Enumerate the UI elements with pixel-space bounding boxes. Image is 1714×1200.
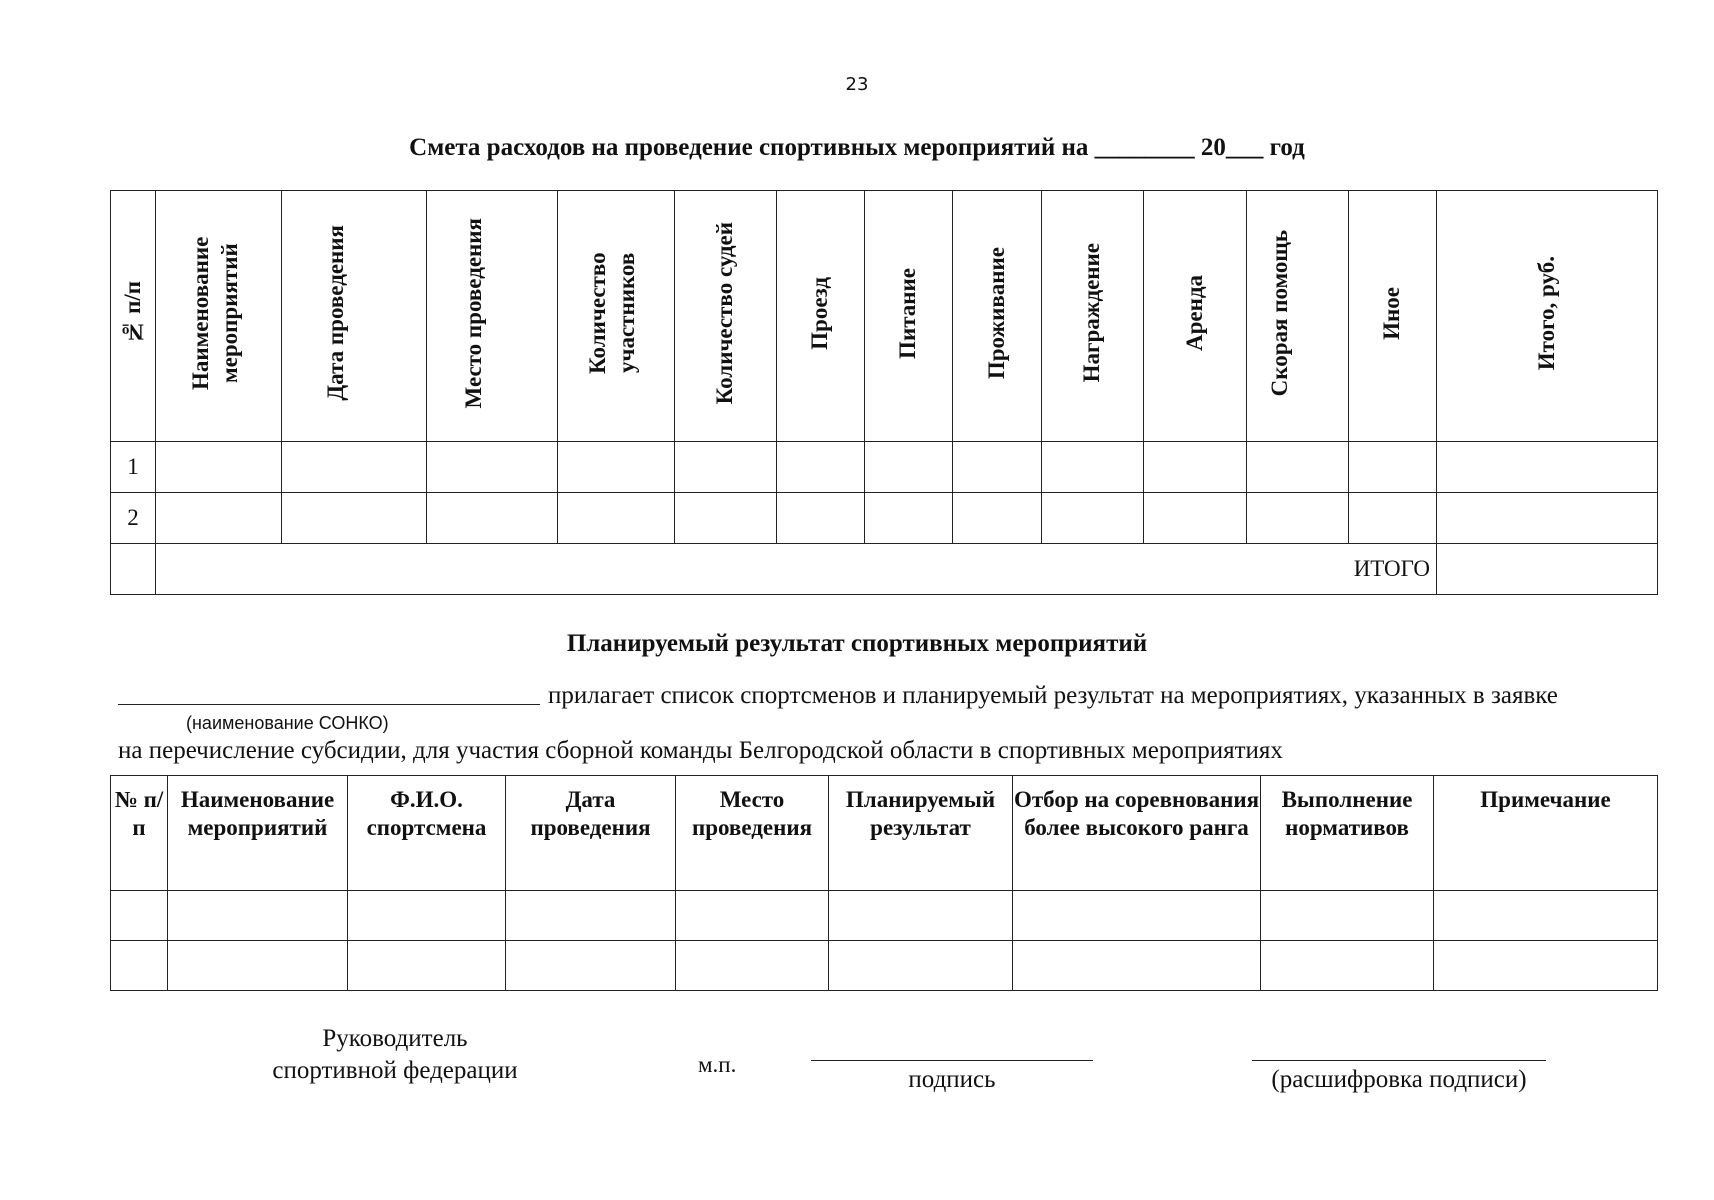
signatory-role [250,1023,540,1087]
header-cell: Наименование мероприятий [168,776,348,891]
signature-decoding-caption: (расшифровка подписи) [1271,1066,1527,1093]
results-title: Планируемый результат спортивных мероприятий [566,630,1148,657]
header-label: Количество участников [585,252,639,374]
header-cell: Примечание [1434,776,1658,891]
header-cell [558,191,675,442]
header-cell [1144,191,1247,442]
header-cell: Ф.И.О. спортсмена [348,776,506,891]
header-label: Питание [895,267,921,359]
page-number: 23 [845,74,869,95]
role-line: Руководитель [322,1025,468,1052]
header-cell: Планируемый результат [829,776,1013,891]
cost-row [111,442,1658,493]
cost-row [111,493,1658,544]
header-cell [1247,191,1349,442]
header-label: № п/п [119,281,145,345]
total-label: ИТОГО [156,544,1437,595]
cost-total-row [111,544,1658,595]
header-label: Проживание [983,246,1009,380]
results-header-row [111,776,1658,891]
header-cell [111,191,156,442]
header-cell [427,191,558,442]
header-label: Награждение [1079,243,1105,383]
header-cell: Дата проведения [506,776,676,891]
results-intro-continuation: на перечисление субсидии, для участия сборной команды Белгородской области в спортивных мероприятиях [118,737,1283,764]
cost-estimate-title: Смета расходов на проведение спортивных мероприятий на ________ 20___ год [409,134,1305,161]
results-row [111,941,1658,991]
header-cell: Выполнение нормативов [1261,776,1434,891]
header-cell: № п/п [111,776,168,891]
header-label: Наименование мероприятий [187,236,242,390]
header-label: Иное [1379,286,1405,340]
header-cell [865,191,953,442]
header-label: Место проведения [461,217,486,409]
cost-header-row [111,191,1658,442]
header-label: Аренда [1181,275,1207,351]
role-line: спортивной федерации [272,1057,518,1084]
signature-caption: подпись [908,1066,996,1093]
header-cell [1437,191,1658,442]
header-cell [156,191,282,442]
results-table [110,775,1658,991]
header-cell [1349,191,1437,442]
header-cell [953,191,1042,442]
header-cell [675,191,777,442]
header-cell: Отбор на соревнования более высокого ранга [1013,776,1261,891]
row-number: 2 [111,493,156,544]
header-label: Итого, руб. [1533,255,1559,371]
row-number: 1 [111,442,156,493]
cost-estimate-table [110,190,1658,595]
header-label: Количество судей [712,221,738,405]
header-cell [1042,191,1144,442]
header-label: Скорая помощь [1266,229,1292,397]
signature-line [811,1060,1093,1061]
sonko-caption: (наименование СОНКО) [186,713,389,733]
signature-decoding-line [1252,1060,1546,1061]
stamp-place: м.п. [698,1052,737,1077]
results-row [111,891,1658,941]
sonko-name-blank [118,704,540,705]
results-intro-line: прилагает список спортсменов и планируемый результат на мероприятиях, указанных в заявке [548,682,1558,709]
header-cell [777,191,865,442]
header-cell [282,191,427,442]
header-label: Проезд [807,276,833,350]
header-cell: Место проведения [676,776,829,891]
header-label: Дата проведения [323,225,348,401]
